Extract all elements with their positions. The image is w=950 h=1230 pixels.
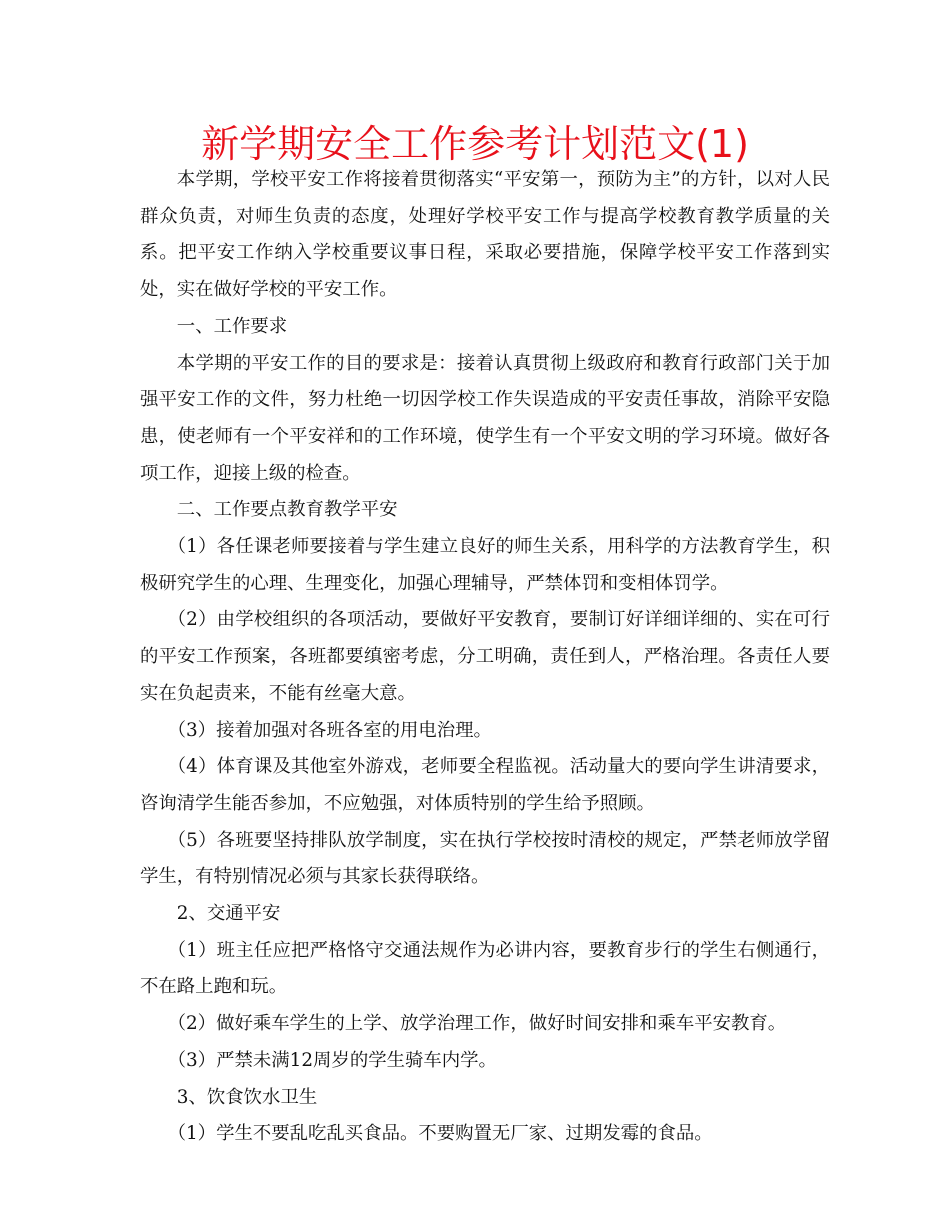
paragraph: （4）体育课及其他室外游戏，老师要全程监视。活动量大的要向学生讲清要求，咨询清学生能否参加，不应勉强，对体质特别的学生给予照顾。 [140,756,830,814]
paragraph: 2、交通平安 [176,903,281,925]
paragraph: （5）各班要坚持排队放学制度，实在执行学校按时清校的规定，严禁老师放学留学生，有特别情况必须与其家长获得联络。 [140,829,830,888]
paragraph: （1）学生不要乱吃乱买食品。不要购置无厂家、过期发霉的食品。 [167,1123,713,1145]
paragraph: （3）严禁未满12周岁的学生骑车内学。 [167,1049,497,1071]
paragraph: 本学期的平安工作的目的要求是：接着认真贯彻上级政府和教育行政部门关于加强平安工作的文件，努力杜绝一切因学校工作失误造成的平安责任事故，消除平安隐患，使老师有一个平安祥和的工作环境，使学生有一个平安文明的学习环境。做好各项工作，迎接上级的检查。 [140,352,830,484]
paragraph: 3、饮食饮水卫生 [176,1086,318,1108]
paragraph: （1）各任课老师要接着与学生建立良好的师生关系，用科学的方法教育学生，积极研究学生的心理、生理变化，加强心理辅导，严禁体罚和变相体罚学。 [140,536,830,594]
paragraph: 二、工作要点教育教学平安 [176,499,398,521]
paragraph: （2）做好乘车学生的上学、放学治理工作，做好时间安排和乘车平安教育。 [167,1013,787,1035]
paragraph: 一、工作要求 [176,315,288,337]
paragraph: （3）接着加强对各班各室的用电治理。 [167,719,492,741]
paragraph: 本学期，学校平安工作将接着贯彻落实“平安第一，预防为主”的方针，以对人民群众负责，对师生负责的态度，处理好学校平安工作与提高学校教育教学质量的关系。把平安工作纳入学校重要议事日程，采取必要措施，保障学校平安工作落到实处，实在做好学校的平安工作。 [140,169,830,301]
paragraph: （1）班主任应把严格恪守交通法规作为必讲内容，要教育步行的学生右侧通行，不在路上跑和玩。 [140,939,830,998]
document-title: 新学期安全工作参考计划范文(1) [201,122,749,166]
document-body [140,162,830,1153]
paragraph: （2）由学校组织的各项活动，要做好平安教育，要制订好详细详细的、实在可行的平安工作预案，各班都要缜密考虑，分工明确，责任到人，严格治理。各责任人要实在负起责来，不能有丝毫大意。 [140,609,830,704]
